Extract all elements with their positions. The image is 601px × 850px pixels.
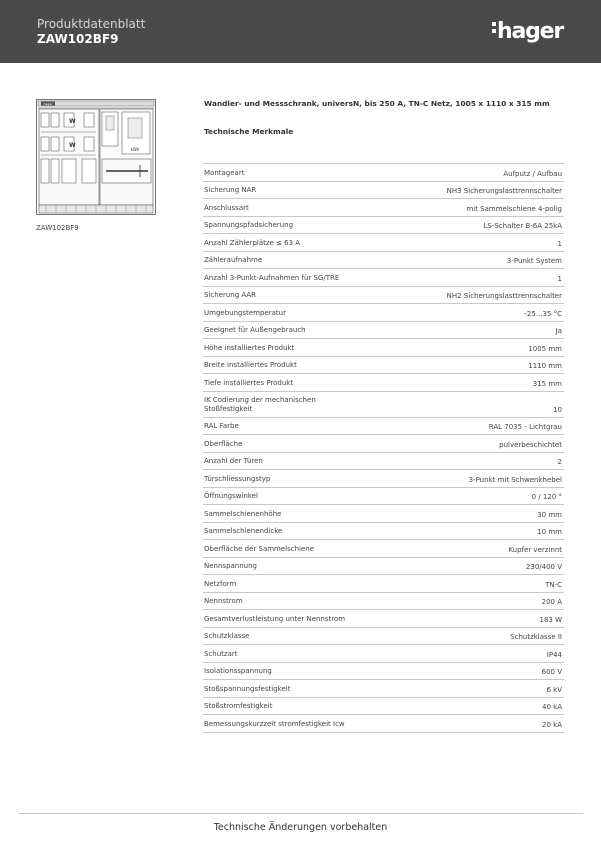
svg-text:kWh: kWh xyxy=(130,147,140,152)
spec-row xyxy=(203,182,564,200)
spec-value: 30 mm xyxy=(537,510,562,519)
spec-row xyxy=(203,374,564,392)
spec-row xyxy=(203,663,564,681)
spec-row xyxy=(203,575,564,593)
spec-value: LS-Schalter B-6A 25kA xyxy=(483,222,562,230)
spec-row xyxy=(203,322,564,340)
spec-row xyxy=(203,558,564,576)
spec-label: Oberfläche xyxy=(204,439,243,448)
brand-name: hager xyxy=(497,19,564,44)
spec-value: TN-C xyxy=(545,580,562,589)
spec-row xyxy=(203,418,564,436)
spec-label: Sicherung AAR xyxy=(204,291,257,299)
spec-row xyxy=(203,505,564,523)
spec-row xyxy=(203,540,564,558)
spec-label: Bemessungskurzzeit stromfestigkeit Icw xyxy=(204,719,345,728)
spec-table xyxy=(203,163,564,733)
spec-row xyxy=(203,357,564,375)
spec-row xyxy=(203,339,564,357)
spec-value: -25...35 °C xyxy=(524,309,562,318)
spec-value: NH3 Sicherungslasttrennschalter xyxy=(446,187,562,195)
spec-value: 600 V xyxy=(541,668,562,676)
document-type: Produktdatenblatt xyxy=(37,17,146,31)
spec-value: 1005 mm xyxy=(528,344,562,353)
spec-row xyxy=(203,217,564,235)
spec-row xyxy=(203,593,564,611)
footer-text: Technische Änderungen vorbehalten xyxy=(213,822,388,833)
spec-row xyxy=(203,164,564,182)
spec-label: Isolationsspannung xyxy=(204,667,272,675)
spec-label: Schutzart xyxy=(204,649,238,658)
spec-label: Montageart xyxy=(204,168,245,177)
spec-label: RAL Farbe xyxy=(204,422,239,430)
spec-row xyxy=(203,287,564,305)
spec-value: 183 W xyxy=(539,615,562,624)
spec-label: Oberfläche der Sammelschiene xyxy=(204,544,315,553)
spec-label: Gesamtverlustleistung unter Nennstrom xyxy=(204,614,346,623)
spec-label: Anzahl der Türen xyxy=(204,457,263,465)
spec-label: Sicherung NAR xyxy=(204,186,257,194)
spec-row xyxy=(203,610,564,628)
spec-value: 3-Punkt System xyxy=(506,257,562,265)
spec-label: Spannungspfadsicherung xyxy=(204,221,294,229)
spec-row xyxy=(203,199,564,217)
svg-text:W: W xyxy=(69,142,76,149)
spec-label: Netzform xyxy=(204,579,237,588)
spec-value: 200 A xyxy=(541,598,562,606)
spec-row xyxy=(203,523,564,541)
spec-value: 2 xyxy=(557,458,562,466)
spec-value: 20 kA xyxy=(542,720,562,729)
spec-value: 40 kA xyxy=(542,703,562,711)
spec-row xyxy=(203,470,564,488)
spec-value: RAL 7035 - Lichtgrau xyxy=(488,423,562,431)
spec-value: 0 / 120 ° xyxy=(531,493,562,501)
product-description: Wandler- und Messschrank, universN, bis 250 A, TN-C Netz, 1005 x 1110 x 315 mm xyxy=(204,99,550,108)
spec-label: Höhe installiertes Produkt xyxy=(204,343,295,352)
spec-label: Zähleraufnahme xyxy=(204,256,263,264)
spec-label: Breite installiertes Produkt xyxy=(204,361,297,369)
spec-label: Umgebungstemperatur xyxy=(204,308,286,317)
page-header xyxy=(0,0,601,63)
spec-value: 6 kV xyxy=(546,685,562,694)
spec-row xyxy=(203,488,564,506)
spec-value: pulverbeschichtet xyxy=(499,440,562,449)
spec-value: 3-Punkt mit Schwenkhebel xyxy=(468,475,562,484)
product-image xyxy=(36,99,156,215)
svg-text:hager: hager xyxy=(43,101,53,106)
spec-value: 230/400 V xyxy=(525,563,562,571)
spec-label: Schutzklasse xyxy=(204,632,250,640)
spec-label: IK Codierung der mechanischen Stoßfestigkeit xyxy=(204,395,316,413)
spec-label: Nennstrom xyxy=(204,597,243,605)
spec-value: 1 xyxy=(557,239,562,248)
spec-value: 10 mm xyxy=(537,528,562,536)
spec-row xyxy=(203,715,564,733)
spec-value: Ja xyxy=(555,327,562,335)
spec-value: NH2 Sicherungslasttrennschalter xyxy=(446,292,562,300)
hager-logo xyxy=(492,16,567,46)
spec-row xyxy=(203,304,564,322)
spec-row xyxy=(203,698,564,716)
svg-text:W: W xyxy=(69,118,76,125)
spec-label: Öffnungswinkel xyxy=(204,492,258,500)
spec-row xyxy=(203,392,564,418)
spec-row xyxy=(203,628,564,646)
spec-value: 315 mm xyxy=(532,379,562,388)
spec-label: Sammelschienenhöhe xyxy=(204,509,282,518)
spec-value: mit Sammelschiene 4-polig xyxy=(466,204,562,213)
spec-value: Kupfer verzinnt xyxy=(508,545,562,554)
spec-label: Tiefe installiertes Produkt xyxy=(204,378,294,387)
spec-row xyxy=(203,435,564,453)
spec-row xyxy=(203,680,564,698)
spec-label: Stoßstromfestigkeit xyxy=(204,702,273,710)
spec-label: Anzahl Zählerplätze ≤ 63 A xyxy=(204,238,301,247)
spec-label: Stoßspannungsfestigkeit xyxy=(204,684,291,693)
spec-row xyxy=(203,645,564,663)
spec-value: Aufputz / Aufbau xyxy=(503,169,562,178)
spec-value: 1 xyxy=(557,274,562,283)
section-title: Technische Merkmale xyxy=(204,127,294,136)
spec-value: Schutzklasse II xyxy=(510,633,562,641)
image-caption: ZAW102BF9 xyxy=(36,224,79,232)
spec-label: Anschlussart xyxy=(204,203,249,212)
spec-row xyxy=(203,234,564,252)
product-code: ZAW102BF9 xyxy=(37,32,119,46)
spec-row xyxy=(203,269,564,287)
spec-value: IP44 xyxy=(546,650,562,659)
spec-label: Sammelschienendicke xyxy=(204,527,283,535)
spec-label: Anzahl 3-Punkt-Aufnahmen für SG/TRE xyxy=(204,273,340,282)
spec-label: Geeignet für Außengebrauch xyxy=(204,326,306,334)
spec-value: 10 xyxy=(553,405,562,414)
footer-divider xyxy=(19,813,583,814)
spec-row xyxy=(203,453,564,471)
spec-label: Türschliessungstyp xyxy=(204,474,271,483)
spec-row xyxy=(203,252,564,270)
spec-label: Nennspannung xyxy=(204,562,257,570)
spec-value: 1110 mm xyxy=(528,362,562,370)
